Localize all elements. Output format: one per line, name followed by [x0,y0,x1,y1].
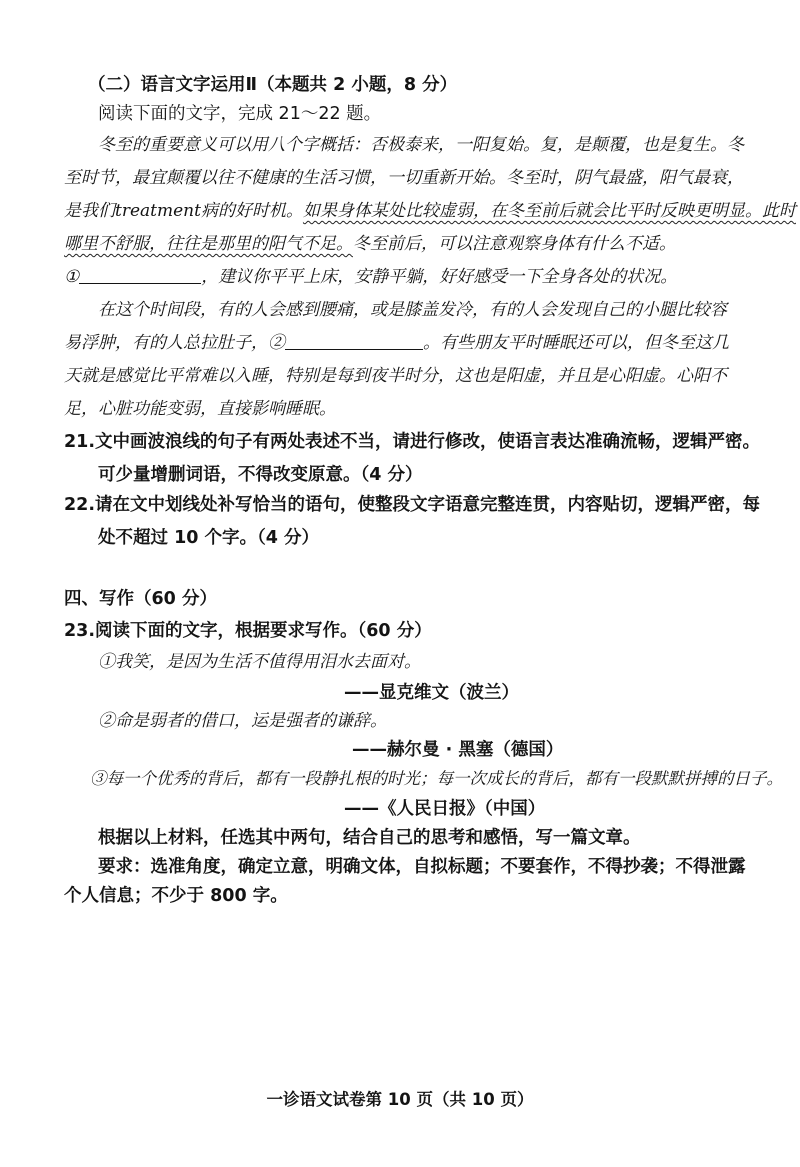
blank-marker: ① [64,267,80,287]
wavy-underlined-sentence: 如果身体某处比较虚弱，在冬至前后就会比平时反映更明显。此时 [302,201,796,221]
blank-marker: ② [268,333,285,353]
page-footer: 一诊语文试卷第 10 页（共 10 页） [266,1090,534,1109]
reading-instruction: 阅读下面的文字，完成 21～22 题。 [98,104,382,124]
material-2-source: ——赫尔曼 · 黑塞（德国） [352,740,564,760]
passage-line: 冬至的重要意义可以用八个字概括：否极泰来，一阳复始。复，是颠覆，也是复生。冬 [98,135,744,155]
passage-line [64,232,676,256]
passage-line: 在这个时间段，有的人会感到腰痛，或是膝盖发冷，有的人会发现自己的小腿比较容 [98,300,727,320]
writing-requirements-cont: 个人信息；不少于 800 字。 [64,886,288,906]
question-21: 21.文中画波浪线的句子有两处表述不当，请进行修改，使语言表达准确流畅，逻辑严密。 [64,432,760,452]
passage-line: 至时节，最宜颠覆以往不健康的生活习惯，一切重新开始。冬至时，阴气最盛，阳气最衰， [64,168,744,188]
passage-line [64,265,677,289]
writing-task: 根据以上材料，任选其中两句，结合自己的思考和感悟，写一篇文章。 [98,828,641,848]
question-23: 23.阅读下面的文字，根据要求写作。（60 分） [64,621,432,641]
material-3-source: ——《人民日报》（中国） [344,799,546,819]
passage-line: 天就是感觉比平常难以入睡，特别是每到夜半时分，这也是阳虚，并且是心阳虚。心阳不 [64,366,727,386]
question-22: 22.请在文中划线处补写恰当的语句，使整段文字语意完整连贯，内容贴切，逻辑严密，每 [64,495,760,515]
passage-line: 足，心脏功能变弱，直接影响睡眠。 [64,399,336,419]
section-title: （二）语言文字运用Ⅱ（本题共 2 小题，8 分） [88,75,458,95]
passage-text: 冬至前后，可以注意观察身体有什么不适。 [353,234,676,254]
wavy-underlined-sentence: 哪里不舒服，往往是那里的阳气不足。 [64,234,353,254]
writing-requirements: 要求：选准角度，确定立意，明确文体，自拟标题；不要套作，不得抄袭；不得泄露 [98,857,746,877]
material-2: ②命是弱者的借口，运是强者的谦辞。 [98,711,387,731]
fill-blank-1[interactable] [79,265,201,284]
question-21-note: 可少量增删词语，不得改变原意。（4 分） [98,465,423,485]
passage-text: 。有些朋友平时睡眠还可以，但冬至这几 [423,333,729,353]
passage-text: 是我们treatment病的好时机。 [64,201,303,221]
fill-blank-2[interactable] [285,331,423,350]
passage-text: ，建议你平平上床，安静平躺，好好感受一下全身各处的状况。 [201,267,678,287]
material-3: ③每一个优秀的背后，都有一段静扎根的时光；每一次成长的背后，都有一段默默拼搏的日子。 [90,769,783,788]
material-1-source: ——显克维文（波兰） [344,683,519,703]
passage-line [64,331,729,355]
passage-text: 易浮肿，有的人总拉肚子， [64,333,268,353]
passage-line [64,199,796,223]
question-22-note: 处不超过 10 个字。（4 分） [98,528,320,548]
material-1: ①我笑，是因为生活不值得用泪水去面对。 [98,652,421,672]
writing-heading: 四、写作（60 分） [64,589,217,609]
